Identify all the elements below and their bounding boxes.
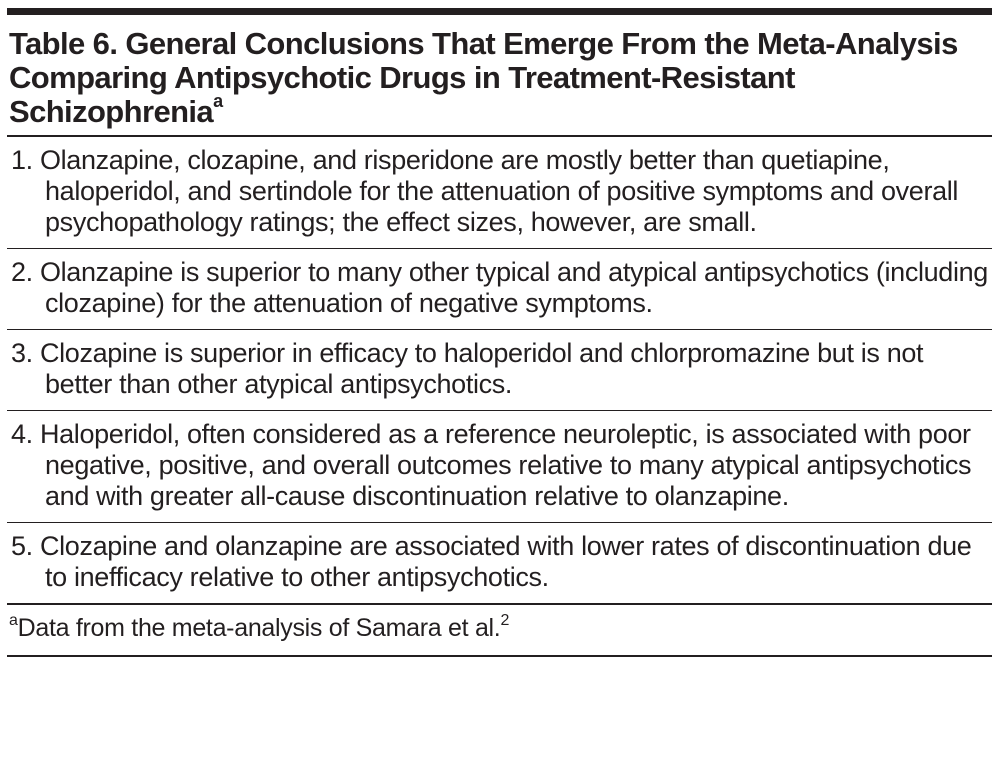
conclusions-list: [7, 137, 992, 605]
footnote-text: Data from the meta-analysis of Samara et al.: [17, 614, 501, 642]
item-number: 1.: [11, 145, 33, 175]
item-number: 5.: [11, 531, 33, 561]
table-footnote: [7, 605, 992, 655]
item-number: 3.: [11, 338, 33, 368]
item-text: Olanzapine is superior to many other typical and atypical antipsychotics (including clozapine) for the attenuation of negative symptoms.: [39, 257, 988, 318]
conclusion-item-4: [7, 411, 992, 523]
bottom-rule: [7, 655, 992, 657]
table-title-text: Table 6. General Conclusions That Emerge From the Meta-Analysis Comparing Antipsychotic Drugs in Treatment-Resistant Schizophrenia: [9, 26, 958, 129]
table-6: [7, 6, 992, 657]
conclusion-item-3: [7, 330, 992, 411]
top-rule: [7, 8, 992, 15]
table-title: [7, 15, 992, 135]
item-text: Olanzapine, clozapine, and risperidone are mostly better than quetiapine, haloperidol, and sertindole for the attenuation of positive symptoms and overall psychopathology ratings; the effect sizes, however, are small.: [39, 145, 959, 237]
item-text: Clozapine and olanzapine are associated with lower rates of discontinuation due to inefficacy relative to other antipsychotics.: [39, 531, 972, 592]
item-number: 4.: [11, 419, 33, 449]
item-text: Haloperidol, often considered as a reference neuroleptic, is associated with poor negative, positive, and overall outcomes relative to many atypical antipsychotics and with greater all-cause discontinuation relative to olanzapine.: [39, 419, 972, 511]
conclusion-item-2: [7, 249, 992, 330]
title-footnote-mark: a: [213, 90, 224, 111]
conclusion-item-1: [7, 137, 992, 249]
footnote-mark: a: [9, 611, 18, 629]
conclusion-item-5: [7, 523, 992, 605]
item-number: 2.: [11, 257, 33, 287]
footnote-citation: 2: [500, 611, 510, 629]
item-text: Clozapine is superior in efficacy to haloperidol and chlorpromazine but is not better than other atypical antipsychotics.: [39, 338, 924, 399]
